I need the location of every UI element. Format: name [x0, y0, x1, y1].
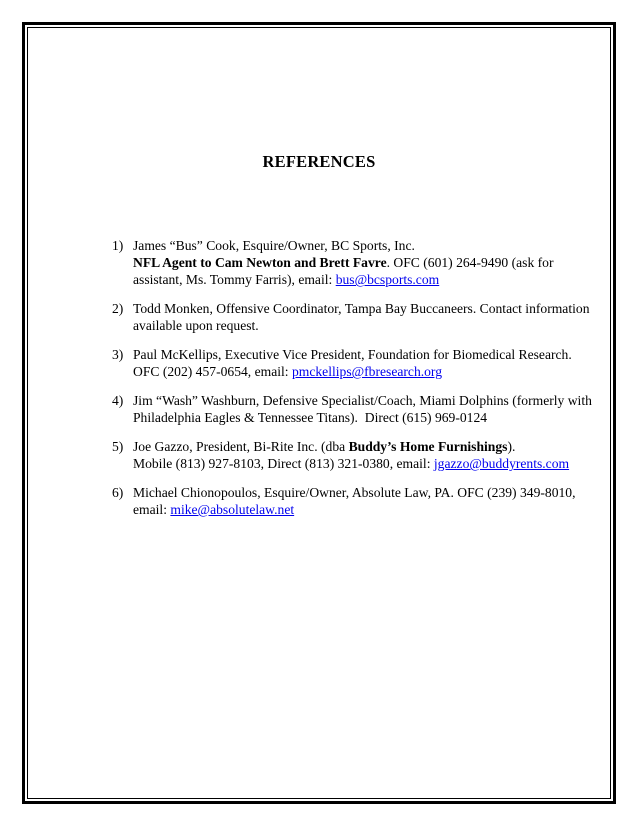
reference-highlight: NFL Agent to Cam Newton and Brett Favre — [133, 255, 387, 271]
reference-item-6 — [112, 484, 576, 518]
reference-line — [133, 363, 572, 380]
reference-text: Joe Gazzo, President, Bi-Rite Inc. (dba — [133, 438, 349, 454]
reference-item-4 — [112, 392, 592, 426]
email-link[interactable]: pmckellips@fbresearch.org — [291, 364, 443, 380]
reference-line: available upon request. — [133, 318, 259, 334]
reference-line: Paul McKellips, Executive Vice President, Foundation for Biomedical Research. — [133, 347, 572, 363]
reference-text: Mobile (813) 927-8103, Direct (813) 321-0380, email: — [133, 456, 434, 472]
reference-line: Jim “Wash” Washburn, Defensive Specialist/Coach, Miami Dolphins (formerly with — [133, 392, 592, 408]
reference-text: email: — [133, 501, 171, 517]
reference-highlight: Buddy’s Home Furnishings — [348, 438, 508, 454]
reference-line — [133, 254, 572, 271]
page-title: REFERENCES — [262, 152, 376, 171]
reference-line: Philadelphia Eagles & Tennessee Titans). Direct (615) 969-0124 — [133, 410, 488, 426]
email-link[interactable]: jgazzo@buddyrents.com — [433, 456, 570, 472]
reference-number: 3) — [112, 347, 124, 363]
reference-text: OFC (202) 457-0654, email: — [133, 364, 292, 380]
reference-number: 5) — [112, 438, 124, 454]
reference-line: Todd Monken, Offensive Coordinator, Tampa Bay Buccaneers. Contact information — [133, 301, 590, 317]
email-link[interactable]: mike@absolutelaw.net — [170, 501, 295, 517]
reference-line — [133, 455, 572, 472]
reference-line: Michael Chionopoulos, Esquire/Owner, Absolute Law, PA. OFC (239) 349-8010, — [133, 484, 576, 500]
reference-number: 1) — [112, 238, 124, 253]
reference-text: assistant, Ms. Tommy Farris), email: — [133, 272, 336, 288]
reference-text: . OFC (601) 264-9490 (ask for — [386, 255, 554, 271]
reference-number: 4) — [112, 392, 124, 408]
reference-line — [133, 438, 572, 455]
email-link[interactable]: bus@bcsports.com — [335, 272, 440, 288]
reference-item-1 — [112, 237, 572, 289]
reference-item-2 — [112, 300, 590, 334]
reference-number: 6) — [112, 484, 124, 500]
reference-line — [133, 501, 572, 518]
references-list — [112, 237, 592, 530]
reference-line — [133, 271, 572, 288]
reference-number: 2) — [112, 301, 124, 317]
reference-line: James “Bus” Cook, Esquire/Owner, BC Sports, Inc. — [133, 238, 415, 253]
reference-item-5 — [112, 438, 572, 472]
reference-text: ). — [507, 438, 516, 454]
reference-item-3 — [112, 346, 572, 380]
